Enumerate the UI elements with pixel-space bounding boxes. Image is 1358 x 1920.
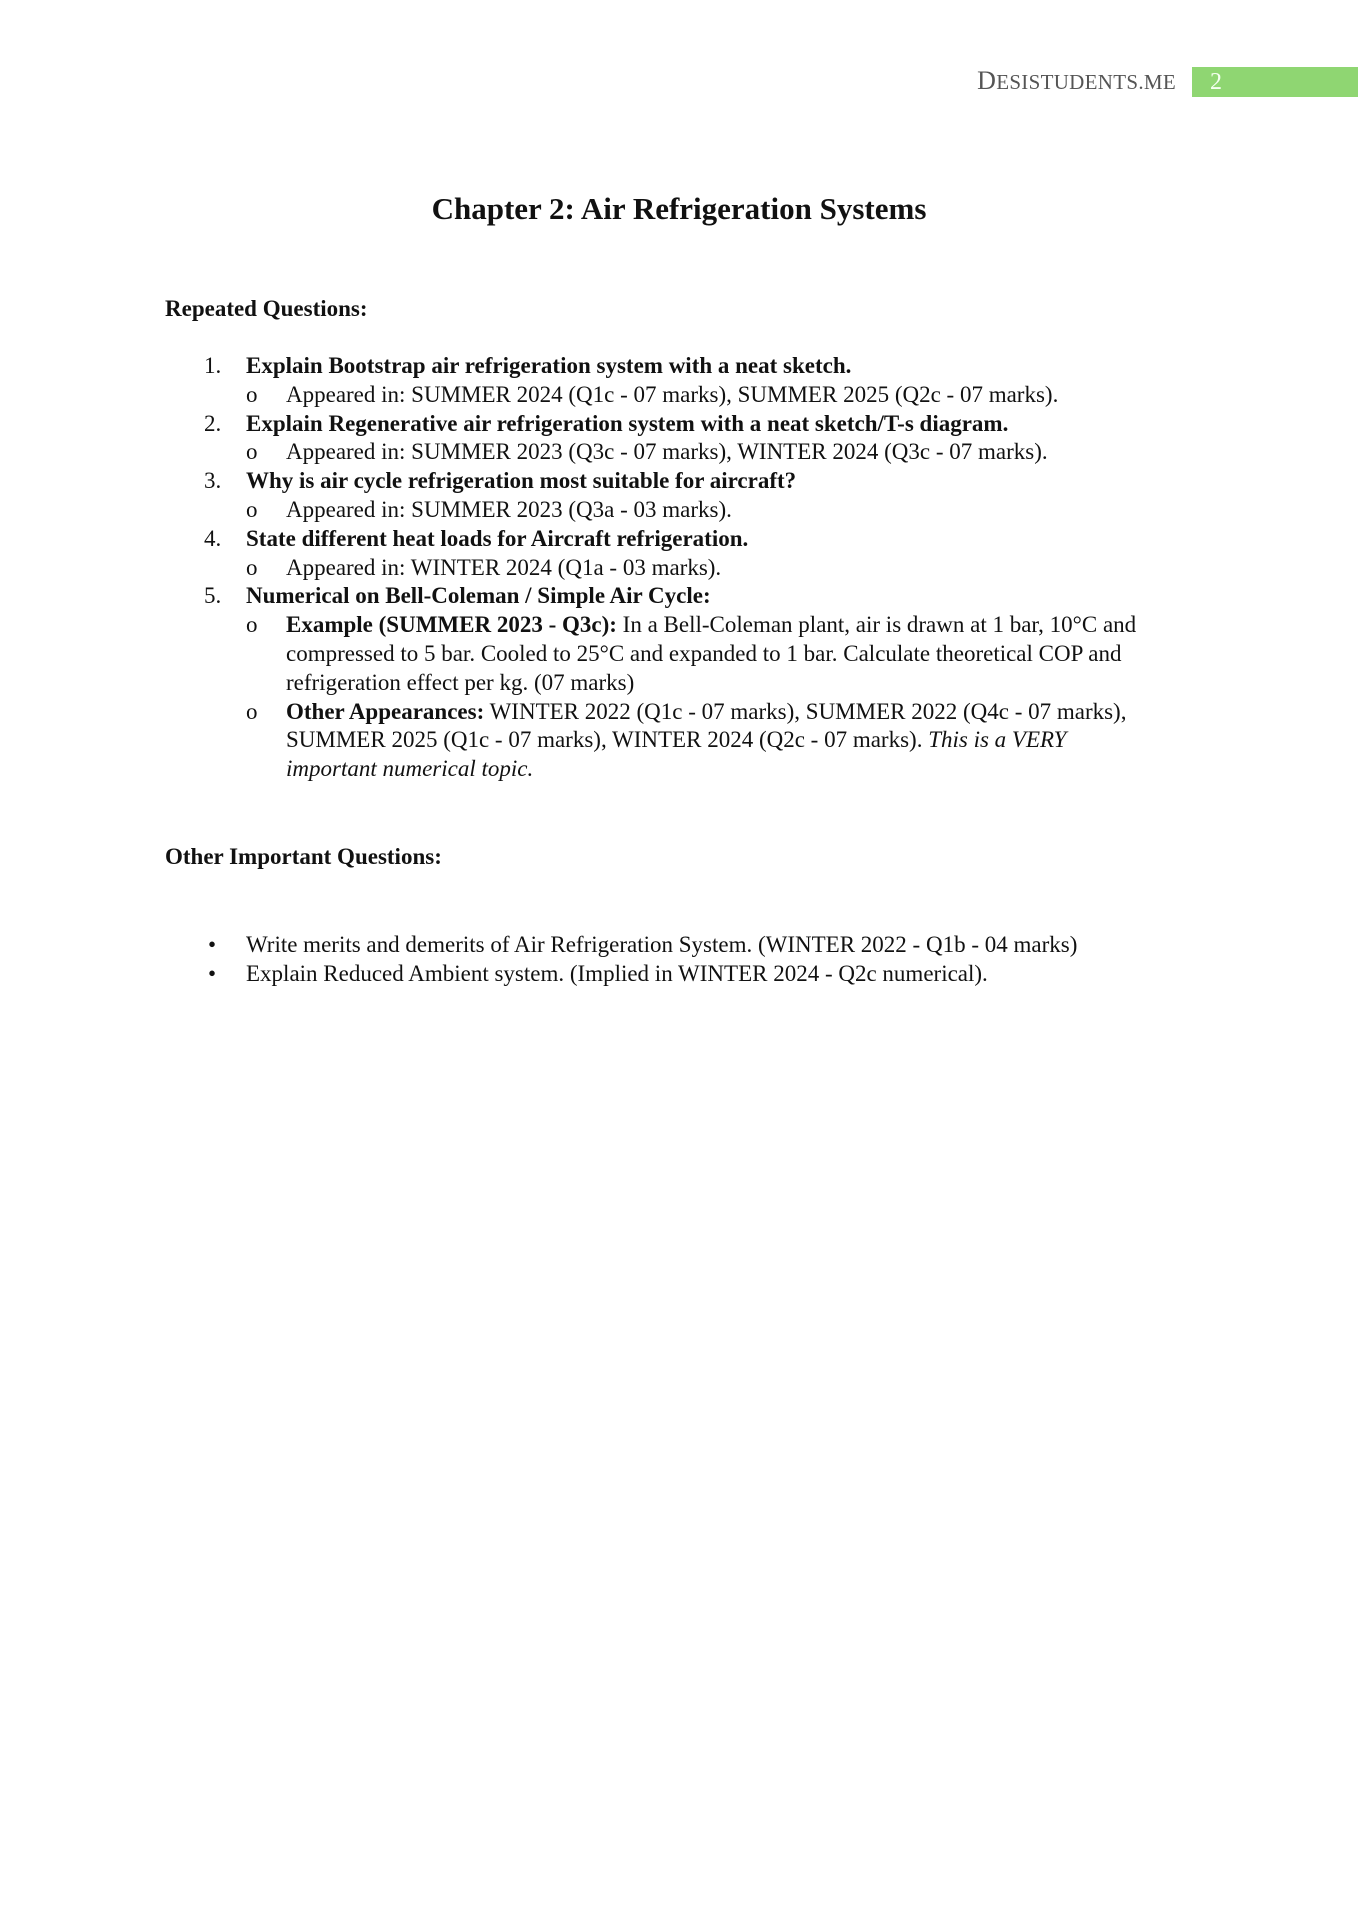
list-item [204,525,1194,554]
appeared-text: Appeared in: SUMMER 2023 (Q3c - 07 marks), WINTER 2024 (Q3c - 07 marks). [286,439,1048,465]
sub-item [204,438,1194,467]
list-item [204,582,1194,611]
question-text: Explain Reduced Ambient system. (Implied in WINTER 2024 - Q2c numerical). [246,961,988,986]
sub-item [204,496,1194,525]
list-item [204,467,1194,496]
question-text: Explain Regenerative air refrigeration system with a neat sketch/T-s diagram. [246,410,1009,436]
circle-bullet-icon: o [246,439,258,465]
site-header [977,66,1176,96]
question-text: Explain Bootstrap air refrigeration system with a neat sketch. [246,353,852,378]
other-appearances-text: WINTER 2022 (Q1c - 07 marks), SUMMER 2022 (Q4c - 07 marks), SUMMER 2025 (Q1c - 07 marks), WINTER 2024 (Q2c - 07 marks). [286,698,1127,753]
question-text: Numerical on Bell-Coleman / Simple Air Cycle: [246,583,711,609]
example-text: In a Bell-Coleman plant, air is drawn at 1 bar, 10°C and compressed to 5 bar. Cooled to 25°C and expanded to 1 bar. Calculate theoretical COP and refrigeration effect per kg. (07 marks) [286,612,1137,695]
sub-item-other-appearances [204,698,1146,784]
circle-bullet-icon: o [246,381,258,407]
question-text: Why is air cycle refrigeration most suitable for aircraft? [246,468,797,494]
example-label: Example (SUMMER 2023 - Q3c): [286,612,617,638]
repeated-questions-list [204,352,1194,784]
circle-bullet-icon: o [246,698,258,724]
site-name-initial: D [977,66,997,95]
sub-item [204,554,1194,583]
chapter-title: Chapter 2: Air Refrigeration Systems [431,191,927,226]
other-questions-list [204,930,1204,988]
repeated-questions-heading: Repeated Questions: [165,296,368,321]
circle-bullet-icon: o [246,496,258,522]
sub-item-example [204,611,1146,697]
other-questions-heading: Other Important Questions: [165,844,442,869]
sub-item [204,381,1194,410]
item-number: 3. [204,468,222,494]
item-number: 4. [204,525,222,551]
item-number: 5. [204,583,222,609]
bullet-icon: • [208,932,217,957]
page-number-badge: 2 [1192,67,1358,97]
circle-bullet-icon: o [246,554,258,580]
item-number: 2. [204,410,222,436]
other-appearances-label: Other Appearances: [286,698,485,724]
item-number: 1. [204,353,222,378]
question-text: State different heat loads for Aircraft refrigeration. [246,525,749,551]
list-item [204,959,1204,988]
list-item [204,352,1194,381]
question-text: Write merits and demerits of Air Refrigeration System. (WINTER 2022 - Q1b - 04 marks) [246,932,1078,957]
appeared-text: Appeared in: SUMMER 2023 (Q3a - 03 marks). [286,496,732,522]
appeared-text: Appeared in: WINTER 2024 (Q1a - 03 marks). [286,554,722,580]
importance-note: This is a VERY important numerical topic. [286,727,1067,782]
site-name: ESISTUDENTS.ME [996,70,1176,94]
list-item [204,930,1204,959]
circle-bullet-icon: o [246,612,258,638]
appeared-text: Appeared in: SUMMER 2024 (Q1c - 07 marks), SUMMER 2025 (Q2c - 07 marks). [286,381,1059,407]
list-item [204,410,1194,439]
bullet-icon: • [208,961,217,986]
